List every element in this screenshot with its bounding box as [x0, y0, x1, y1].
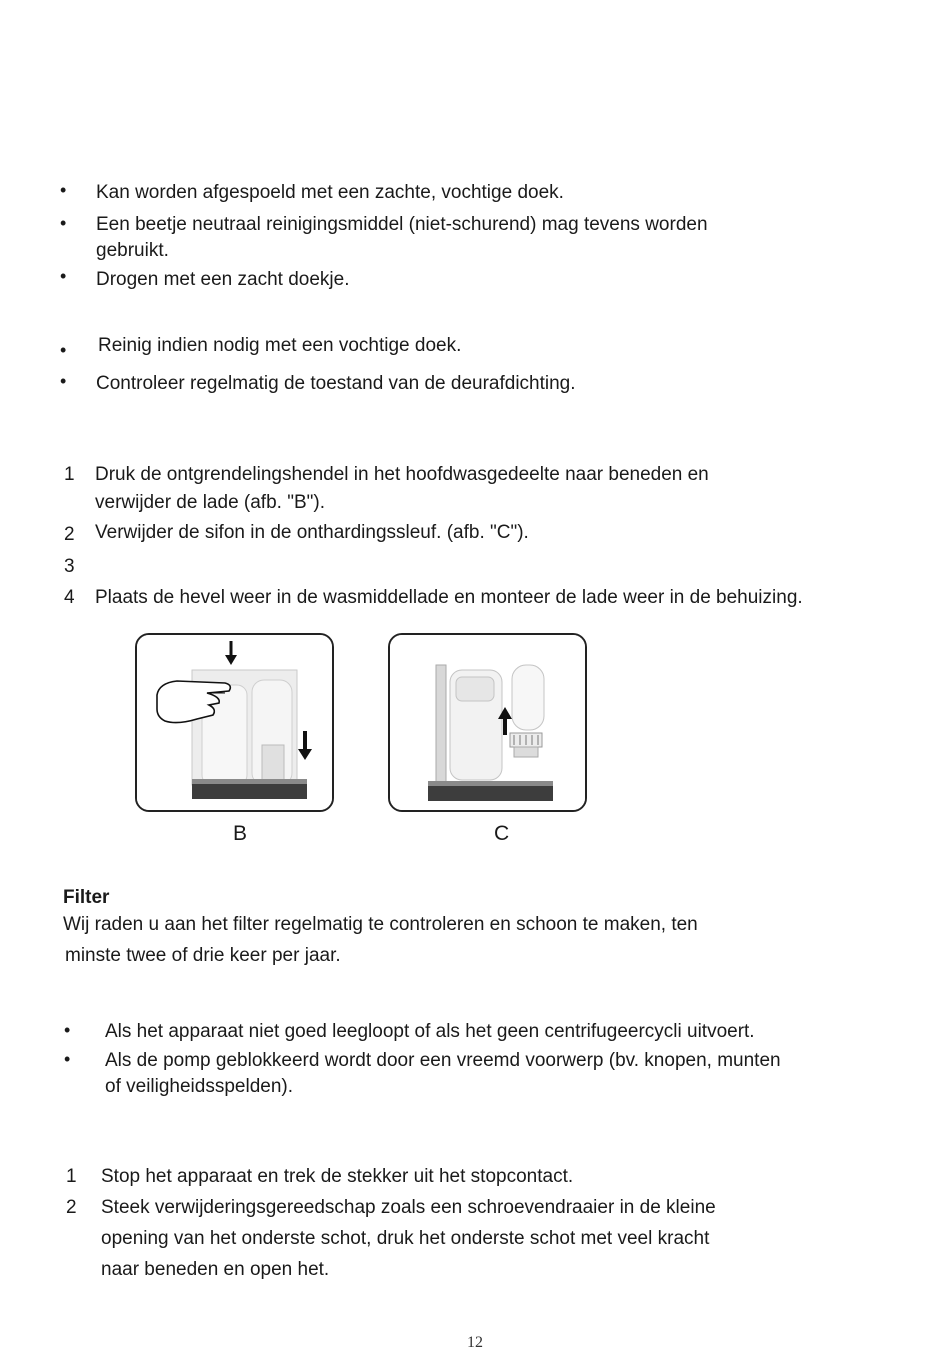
section-heading: Filter [63, 887, 110, 908]
step-number: 1 [64, 464, 75, 485]
bullet-marker: • [60, 266, 67, 286]
step-text: Druk de ontgrendelingshendel in het hoofdwasgedeelte naar beneden en [95, 464, 709, 485]
list-item-text: Drogen met een zacht doekje. [96, 269, 350, 290]
bullet-marker: • [60, 180, 67, 200]
bullet-marker: • [60, 371, 67, 391]
bullet-marker: • [64, 1049, 71, 1069]
step-number: 1 [66, 1166, 77, 1187]
paragraph-line: Wij raden u aan het filter regelmatig te controleren en schoon te maken, ten [63, 914, 698, 935]
list-item-text: Een beetje neutraal reinigingsmiddel (niet-schurend) mag tevens worden [96, 214, 708, 235]
bullet-marker: • [60, 340, 67, 360]
step-text: Stop het apparaat en trek de stekker uit het stopcontact. [101, 1166, 574, 1187]
step-text: naar beneden en open het. [101, 1259, 330, 1280]
figure-c-label: C [494, 822, 510, 845]
list-item-text: of veiligheidsspelden). [105, 1076, 294, 1097]
list-item-text: gebruikt. [96, 240, 169, 261]
page-number: 12 [467, 1334, 483, 1351]
figure-c [388, 633, 587, 812]
step-text: Steek verwijderingsgereedschap zoals een schroevendraaier in de kleine [101, 1197, 716, 1218]
step-text: Verwijder de sifon in de onthardingssleuf. (afb. "C"). [95, 522, 529, 543]
step-text: opening van het onderste schot, druk het onderste schot met veel kracht [101, 1228, 710, 1249]
figure-b-label: B [233, 822, 248, 845]
list-item-text: Als de pomp geblokkeerd wordt door een vreemd voorwerp (bv. knopen, munten [105, 1050, 781, 1071]
drawer-release-illustration-icon [137, 635, 332, 810]
step-text: verwijder de lade (afb. "B"). [95, 492, 325, 513]
step-number: 4 [64, 587, 75, 608]
paragraph-line: minste twee of drie keer per jaar. [65, 945, 341, 966]
step-number: 2 [64, 524, 75, 545]
bullet-marker: • [60, 213, 67, 233]
list-item-text: Reinig indien nodig met een vochtige doek. [98, 335, 462, 356]
step-number: 2 [66, 1197, 77, 1218]
bullet-marker: • [64, 1020, 71, 1040]
figure-b [135, 633, 334, 812]
list-item-text: Kan worden afgespoeld met een zachte, vochtige doek. [96, 182, 564, 203]
list-item-text: Controleer regelmatig de toestand van de deurafdichting. [96, 373, 576, 394]
list-item-text: Als het apparaat niet goed leegloopt of als het geen centrifugeercycli uitvoert. [105, 1021, 755, 1042]
step-text: Plaats de hevel weer in de wasmiddellade en monteer de lade weer in de behuizing. [95, 587, 803, 608]
siphon-removal-illustration-icon [390, 635, 585, 810]
step-number: 3 [64, 556, 75, 577]
